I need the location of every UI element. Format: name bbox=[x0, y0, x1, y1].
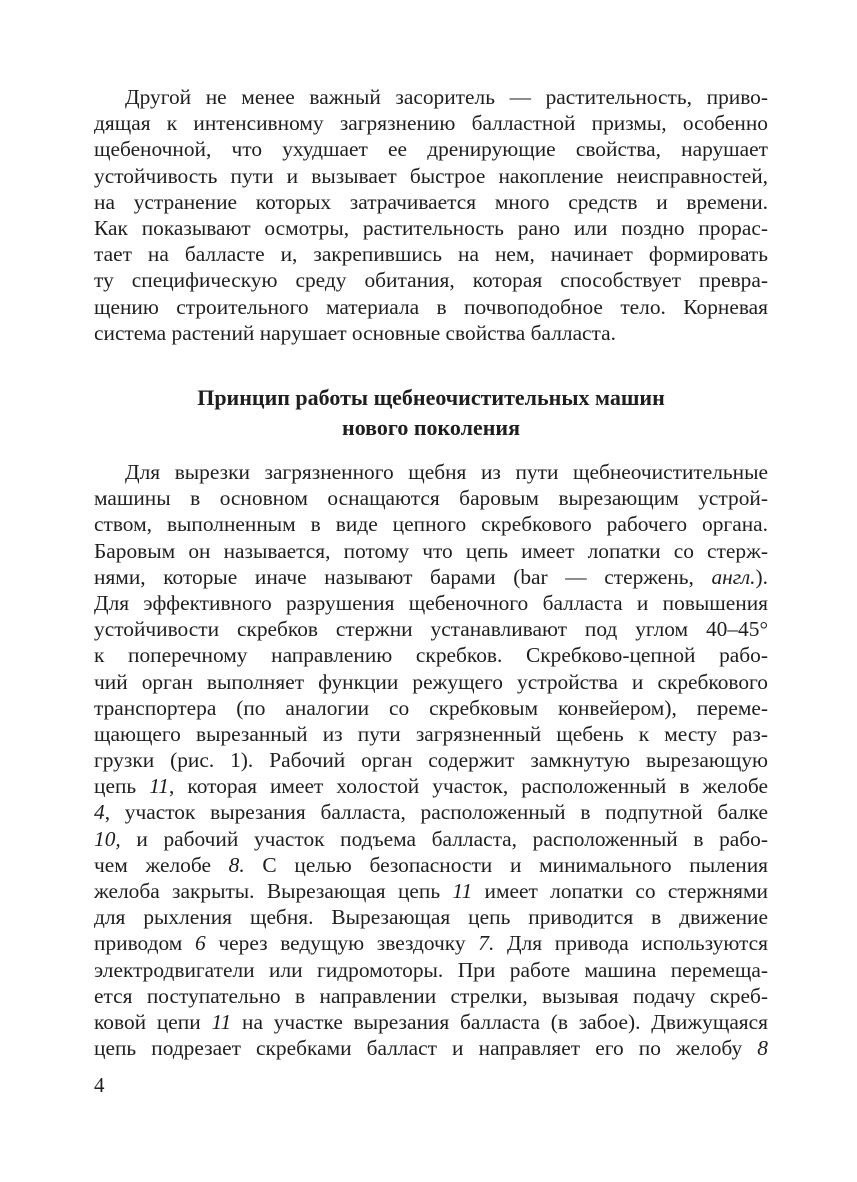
text-line bbox=[94, 642, 768, 668]
italic-reference: англ. bbox=[711, 564, 756, 589]
text-line: устойчивость пути и вызывает быстрое накопление неисправностей, bbox=[94, 163, 768, 188]
text-segment: чем желобе bbox=[94, 852, 229, 877]
text-segment: желоба закрыты. Вырезающая цепь bbox=[94, 879, 453, 903]
text-segment: Для привода используются bbox=[494, 931, 768, 956]
text-line: тает на балласте и, закрепившись на нем, начинает формировать bbox=[94, 242, 768, 267]
paragraph-machine-principle bbox=[94, 459, 768, 1061]
italic-reference: 11 bbox=[149, 774, 170, 799]
italic-reference: 8 bbox=[757, 1036, 768, 1061]
text-line: на устранение которых затрачивается много средств и времени. bbox=[94, 189, 768, 214]
text-line: щению строительного материала в почвоподобное тело. Корневая bbox=[94, 294, 768, 319]
text-segment: через ведущую звездочку bbox=[205, 931, 479, 956]
text-line bbox=[94, 773, 768, 799]
heading-line: нового поколения bbox=[342, 415, 520, 440]
italic-reference: 10, bbox=[94, 826, 121, 851]
page-number: 4 bbox=[94, 1073, 105, 1097]
text-line bbox=[94, 1009, 768, 1035]
text-segment: Для эффективного разрушения щебеночного балласта и повышения bbox=[94, 590, 768, 615]
text-line: Как показывают осмотры, растительность рано или поздно прорас- bbox=[94, 215, 768, 240]
text-line: дящая к интенсивному загрязнению балластной призмы, особенно bbox=[94, 111, 768, 136]
text-line bbox=[94, 669, 768, 695]
text-line bbox=[94, 1035, 768, 1061]
italic-reference: 8. bbox=[228, 852, 245, 877]
text-line bbox=[94, 564, 768, 590]
section-heading bbox=[94, 383, 768, 443]
text-line bbox=[94, 878, 768, 904]
text-segment: ). bbox=[755, 564, 768, 589]
text-line bbox=[94, 695, 768, 721]
text-segment: приводом bbox=[94, 931, 195, 956]
heading-line: Принцип работы щебнеочистительных машин bbox=[197, 385, 665, 410]
text-line bbox=[94, 904, 768, 930]
text-line bbox=[94, 538, 768, 564]
text-segment: чий орган выполняет функции режущего устройства и скребкового bbox=[94, 669, 768, 694]
text-segment: машины в основном оснащаются баровым вырезающим устрой- bbox=[94, 486, 768, 511]
text-segment: ковой цепи bbox=[94, 1009, 212, 1034]
text-segment: транспортера (по аналогии со скребковым конвейером), переме- bbox=[94, 695, 768, 720]
text-line bbox=[94, 747, 768, 773]
text-segment: и рабочий участок подъема балласта, расположенный в рабо- bbox=[120, 826, 768, 851]
text-line bbox=[94, 826, 768, 852]
text-segment: ством, выполненным в виде цепного скребкового рабочего органа. bbox=[94, 512, 768, 537]
text-segment: имеет лопатки со стержнями bbox=[472, 879, 768, 903]
text-segment: на участке вырезания балласта (в забое). Движущаяся bbox=[231, 1009, 768, 1034]
text-line bbox=[94, 459, 768, 485]
text-line bbox=[94, 721, 768, 747]
text-segment: цепь подрезает скребками балласт и направляет его по желобу bbox=[94, 1036, 758, 1061]
text-segment: щающего вырезанный из пути загрязненный щебень к месту раз- bbox=[94, 721, 768, 746]
text-segment: грузки (рис. 1). Рабочий орган содержит замкнутую вырезающую bbox=[94, 748, 768, 773]
text-line bbox=[94, 852, 768, 878]
text-line: ту специфическую среду обитания, которая способствует превра- bbox=[94, 268, 768, 293]
italic-reference: 7. bbox=[478, 931, 495, 956]
text-segment: С целью безопасности и минимального пыления bbox=[244, 852, 768, 877]
italic-reference: 11 bbox=[211, 1009, 232, 1034]
italic-reference: 11 bbox=[452, 879, 473, 903]
text-line: система растений нарушает основные свойства балласта. bbox=[94, 320, 617, 345]
text-segment: Баровым он называется, потому что цепь имеет лопатки со стерж- bbox=[94, 538, 768, 563]
text-line bbox=[94, 485, 768, 511]
text-line bbox=[94, 957, 768, 983]
text-segment: цепь bbox=[94, 774, 150, 799]
text-segment: для рыхления щебня. Вырезающая цепь приводится в движение bbox=[94, 905, 768, 930]
text-segment: , участок вырезания балласта, расположенный в подпутной балке bbox=[104, 800, 768, 825]
text-line bbox=[94, 799, 768, 825]
text-segment: ется поступательно в направлении стрелки, вызывая подачу скреб- bbox=[94, 983, 768, 1008]
text-line bbox=[94, 590, 768, 616]
text-line bbox=[94, 511, 768, 537]
text-line: Другой не менее важный засоритель — растительность, приво- bbox=[125, 85, 768, 109]
text-segment: к поперечному направлению скребков. Скребково-цепной рабо- bbox=[94, 643, 768, 668]
text-segment: нями, которые иначе называют барами (bar — стержень, bbox=[94, 564, 712, 589]
text-line: щебеночной, что ухудшает ее дренирующие свойства, нарушает bbox=[94, 137, 768, 162]
text-line bbox=[94, 983, 768, 1009]
text-segment: устойчивости скребков стержни устанавливают под углом 40–45° bbox=[94, 617, 768, 642]
paragraph-vegetation bbox=[94, 84, 768, 346]
text-segment: , которая имеет холостой участок, расположенный в желобе bbox=[169, 774, 769, 799]
text-line bbox=[94, 616, 768, 642]
text-segment: Для вырезки загрязненного щебня из пути щебнеочистительные bbox=[125, 460, 768, 484]
italic-reference: 4 bbox=[94, 800, 105, 825]
text-segment: электродвигатели или гидромоторы. При работе машина перемеща- bbox=[94, 957, 768, 982]
text-line bbox=[94, 930, 768, 956]
italic-reference: 6 bbox=[195, 931, 206, 956]
